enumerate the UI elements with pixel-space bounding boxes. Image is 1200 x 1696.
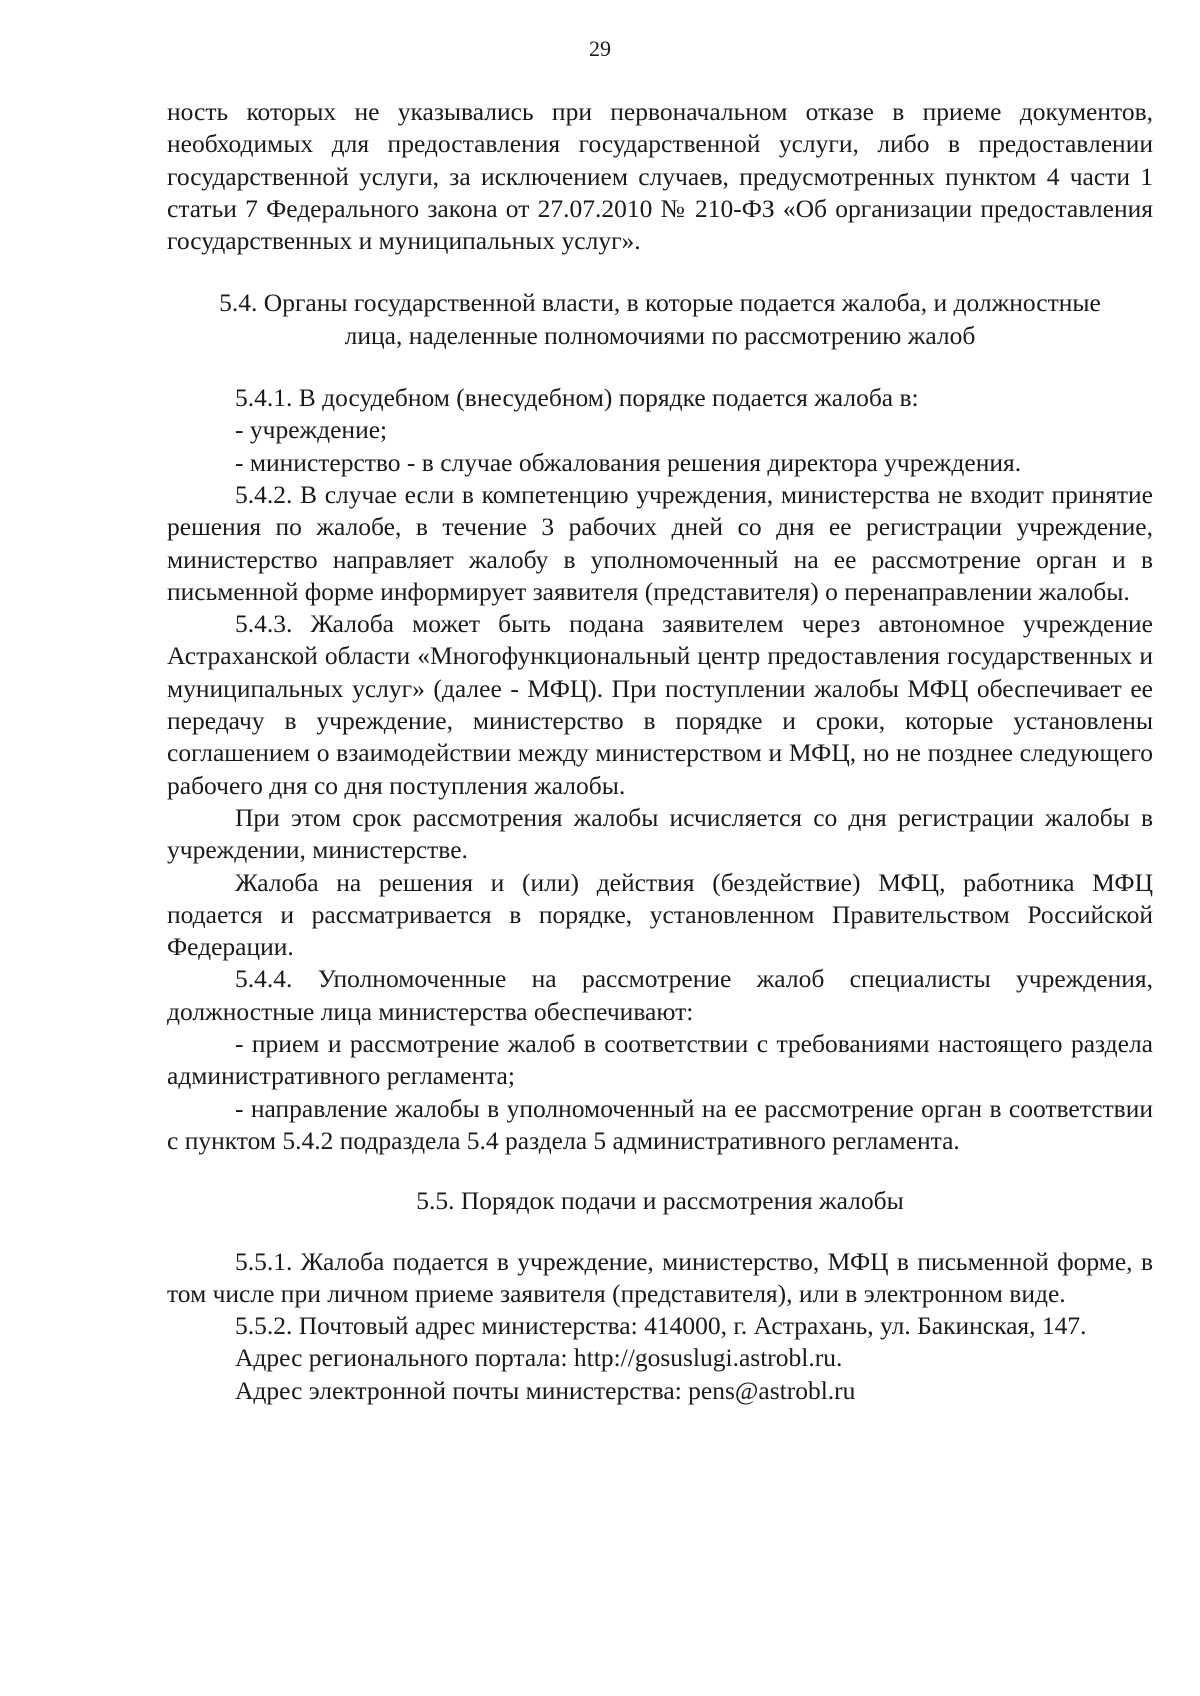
document-body [167, 96, 1153, 1407]
paragraph-5-4-2: 5.4.2. В случае если в компетенцию учреждения, министерства не входит принятие решения по жалобе, в течение 3 рабочих дней со дня ее регистрации учреждение, министерство направляет жалобу в уполномоченный на ее рассмотрение орган и в письменной форме информирует заявителя (представителя) о перенаправлении жалобы. [167, 479, 1153, 606]
paragraph-5-4-3-mfc: Жалоба на решения и (или) действия (бездействие) МФЦ, работника МФЦ подается и рассматривается в порядке, установленном Правительством Российской Федерации. [167, 867, 1153, 962]
section-5-4-heading: 5.4. Органы государственной власти, в которые подается жалоба, и должностные лица, наделенные полномочиями по рассмотрению жалоб [219, 288, 1101, 350]
list-item: - направление жалобы в уполномоченный на ее рассмотрение орган в соответствии с пунктом 5.4.2 подраздела 5.4 раздела 5 административного регламента. [167, 1093, 1153, 1155]
list-item: - министерство - в случае обжалования решения директора учреждения. [235, 447, 1022, 477]
intro-paragraph: ность которых не указывались при первоначальном отказе в приеме документов, необходимых для предоставления государственной услуги, либо в предоставлении государственной услуги, за исключением случаев, предусмотренных пунктом 4 части 1 статьи 7 Федерального закона от 27.07.2010 № 210-ФЗ «Об организации предоставления государственных и муниципальных услуг». [167, 97, 1153, 256]
spacer [167, 1218, 1153, 1246]
portal-address-line: Адрес регионального портала: http://gosuslugi.astrobl.ru. [235, 1343, 843, 1373]
spacer [167, 257, 1153, 287]
paragraph-5-4-3-term: При этом срок рассмотрения жалобы исчисляется со дня регистрации жалобы в учреждении, министерстве. [167, 802, 1153, 865]
paragraph-5-4-1: 5.4.1. В досудебном (внесудебном) порядке подается жалоба в: [235, 383, 919, 413]
paragraph-5-4-3: 5.4.3. Жалоба может быть подана заявителем через автономное учреждение Астраханской области «Многофункциональный центр предоставления государственных и муниципальных услуг» (далее - МФЦ). При поступлении жалобы МФЦ обеспечивает ее передачу в учреждение, министерство в порядке и сроки, которые установлены соглашением о взаимодействии между министерством и МФЦ, но не позднее следующего рабочего дня со дня поступления жалобы. [167, 609, 1153, 800]
paragraph-5-5-1: 5.5.1. Жалоба подается в учреждение, министерство, МФЦ в письменной форме, в том числе при личном приеме заявителя (представителя), или в электронном виде. [167, 1246, 1153, 1308]
email-address-line: Адрес электронной почты министерства: pens@astrobl.ru [235, 1375, 856, 1405]
spacer [167, 1157, 1153, 1185]
list-item: - учреждение; [235, 415, 388, 445]
paragraph-5-4-4: 5.4.4. Уполномоченные на рассмотрение жалоб специалисты учреждения, должностные лица министерства обеспечивают: [167, 964, 1153, 1026]
spacer [167, 352, 1153, 382]
list-item: - прием и рассмотрение жалоб в соответствии с требованиями настоящего раздела административного регламента; [167, 1029, 1153, 1091]
page-number: 29 [589, 36, 611, 61]
paragraph-5-5-2: 5.5.2. Почтовый адрес министерства: 414000, г. Астрахань, ул. Бакинская, 147. [235, 1311, 1087, 1341]
section-5-5-heading: 5.5. Порядок подачи и рассмотрения жалобы [416, 1186, 904, 1216]
